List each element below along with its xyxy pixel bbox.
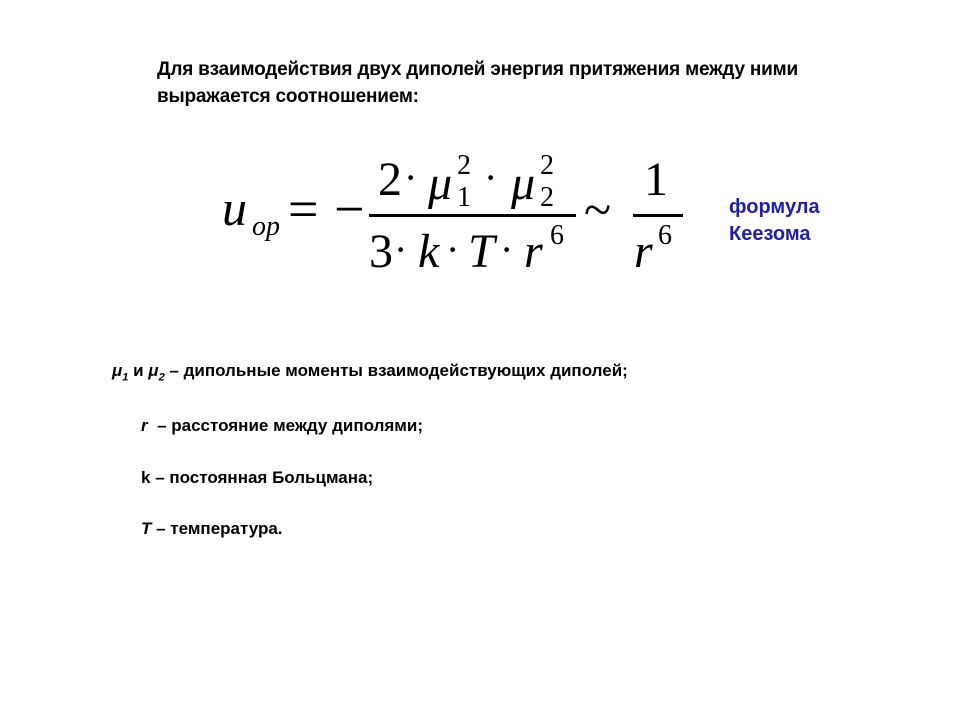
- second-fraction-bar: [633, 214, 683, 217]
- keesom-label-line-1: формула: [729, 196, 820, 218]
- definition-T-text: – температура.: [151, 519, 283, 538]
- intro-line-1: Для взаимодействия двух диполей энергия притяжения между ними: [157, 59, 798, 80]
- definition-r-text: – расстояние между диполями;: [147, 416, 423, 435]
- mu-sub-1: 1: [122, 371, 129, 384]
- num-coef: 2: [378, 153, 402, 206]
- intro-text: [157, 56, 798, 110]
- num-dot-2: ·: [484, 155, 498, 200]
- frac2-r-exp: 6: [658, 220, 672, 251]
- tilde-sign: ~: [584, 181, 612, 237]
- equals-sign: =: [288, 179, 319, 239]
- frac2-r: r: [634, 225, 653, 278]
- minus-sign: −: [334, 179, 365, 239]
- definition-k: [141, 468, 373, 488]
- mu-sub-2: 2: [158, 371, 165, 384]
- mu-symbol-2: μ: [148, 361, 159, 380]
- mu-2-sq: 2: [540, 150, 554, 181]
- den-dot-3: ·: [500, 227, 514, 272]
- mu-symbol-1: μ: [112, 361, 123, 380]
- and-text: и: [128, 361, 149, 380]
- den-k: k: [418, 225, 440, 278]
- den-coef: 3: [369, 225, 393, 278]
- lhs-sub-op: op: [252, 211, 280, 242]
- T-symbol: T: [141, 519, 152, 538]
- den-r: r: [524, 225, 543, 278]
- den-dot-2: ·: [446, 227, 460, 272]
- keesom-label: [729, 194, 820, 248]
- definition-mu: [112, 361, 628, 383]
- definition-mu-text: – дипольные моменты взаимодействующих диполей;: [164, 361, 628, 380]
- mu-1-sub: 1: [457, 182, 471, 213]
- definition-T: [141, 519, 283, 539]
- den-dot-1: ·: [394, 227, 408, 272]
- intro-line-2: выражается соотношением:: [157, 86, 419, 107]
- r-symbol: r: [141, 416, 148, 435]
- num-dot-1: ·: [404, 155, 418, 200]
- mu-2-sub: 2: [540, 182, 554, 213]
- k-symbol: k: [141, 468, 151, 487]
- main-fraction-bar: [369, 214, 576, 217]
- lhs-u: u: [222, 180, 247, 236]
- definition-k-text: – постоянная Больцмана;: [150, 468, 374, 487]
- den-T: T: [468, 225, 495, 278]
- keesom-label-line-2: Кеезома: [729, 223, 811, 245]
- den-r-exp: 6: [550, 220, 564, 251]
- mu-2: μ: [511, 157, 536, 210]
- mu-1: μ: [428, 157, 453, 210]
- mu-1-sq: 2: [457, 150, 471, 181]
- frac2-num: 1: [644, 153, 668, 206]
- definition-r: [141, 416, 423, 436]
